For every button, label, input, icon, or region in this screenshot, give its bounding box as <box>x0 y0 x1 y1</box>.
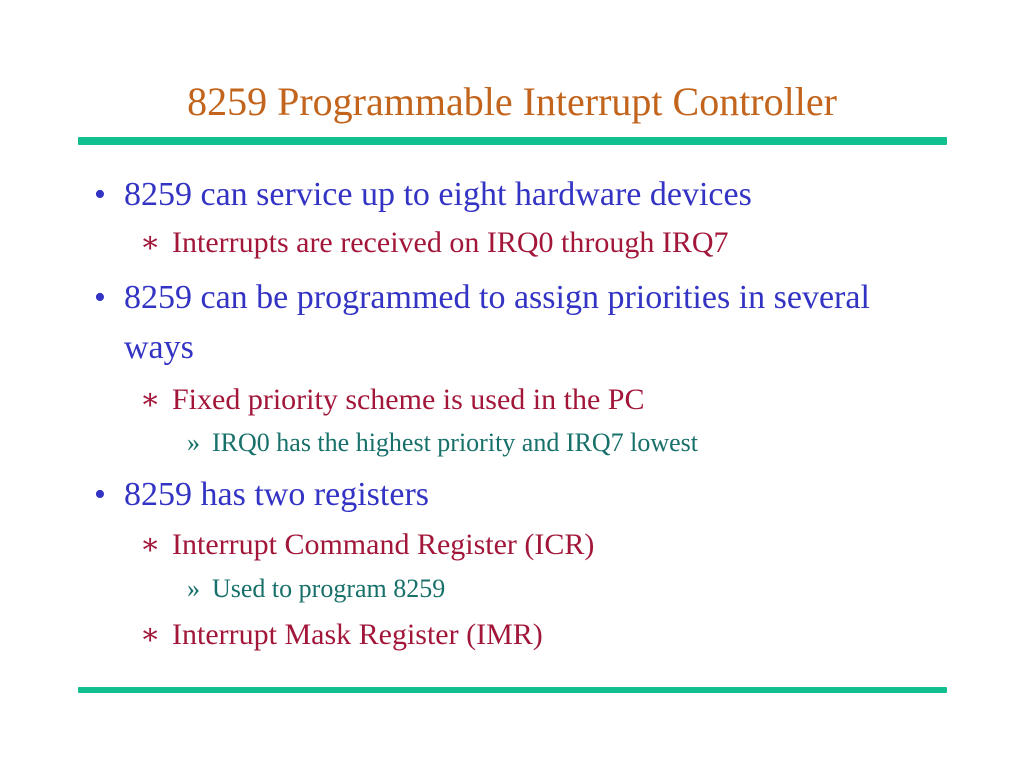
sub-bullet-item <box>0 378 960 422</box>
bullet-item <box>0 273 930 373</box>
slide-body <box>0 170 1024 657</box>
detail-bullet-text: Used to program 8259 <box>212 574 446 603</box>
footer-divider-line <box>78 687 947 693</box>
sub-bullet-item <box>0 221 960 265</box>
bullet-dot-icon: • <box>94 279 106 316</box>
asterisk-icon: ∗ <box>140 226 161 259</box>
sub-bullet-item <box>0 523 960 567</box>
slide-title: 8259 Programmable Interrupt Controller <box>187 79 837 124</box>
chevrons-icon: » <box>187 428 200 457</box>
detail-bullet-text: IRQ0 has the highest priority and IRQ7 lowest <box>212 428 698 457</box>
bullet-dot-icon: • <box>94 476 106 513</box>
bullet-item <box>0 170 930 220</box>
bullet-text: 8259 can service up to eight hardware devices <box>124 176 752 213</box>
sub-bullet-text: Interrupt Command Register (ICR) <box>172 528 595 561</box>
bullet-text: 8259 can be programmed to assign priorities in several ways <box>124 279 870 366</box>
asterisk-icon: ∗ <box>140 618 161 651</box>
sub-bullet-item <box>0 613 960 657</box>
sub-bullet-text: Fixed priority scheme is used in the PC <box>172 383 645 416</box>
sub-bullet-text: Interrupts are received on IRQ0 through IRQ7 <box>172 226 729 259</box>
sub-bullet-text: Interrupt Mask Register (IMR) <box>172 618 543 651</box>
detail-bullet-item <box>0 570 960 608</box>
bullet-text: 8259 has two registers <box>124 476 430 513</box>
title-divider-line <box>78 137 947 145</box>
bullet-dot-icon: • <box>94 176 106 213</box>
asterisk-icon: ∗ <box>140 528 161 561</box>
detail-bullet-item <box>0 424 960 462</box>
chevrons-icon: » <box>187 574 200 603</box>
bullet-item <box>0 470 930 520</box>
asterisk-icon: ∗ <box>140 383 161 416</box>
